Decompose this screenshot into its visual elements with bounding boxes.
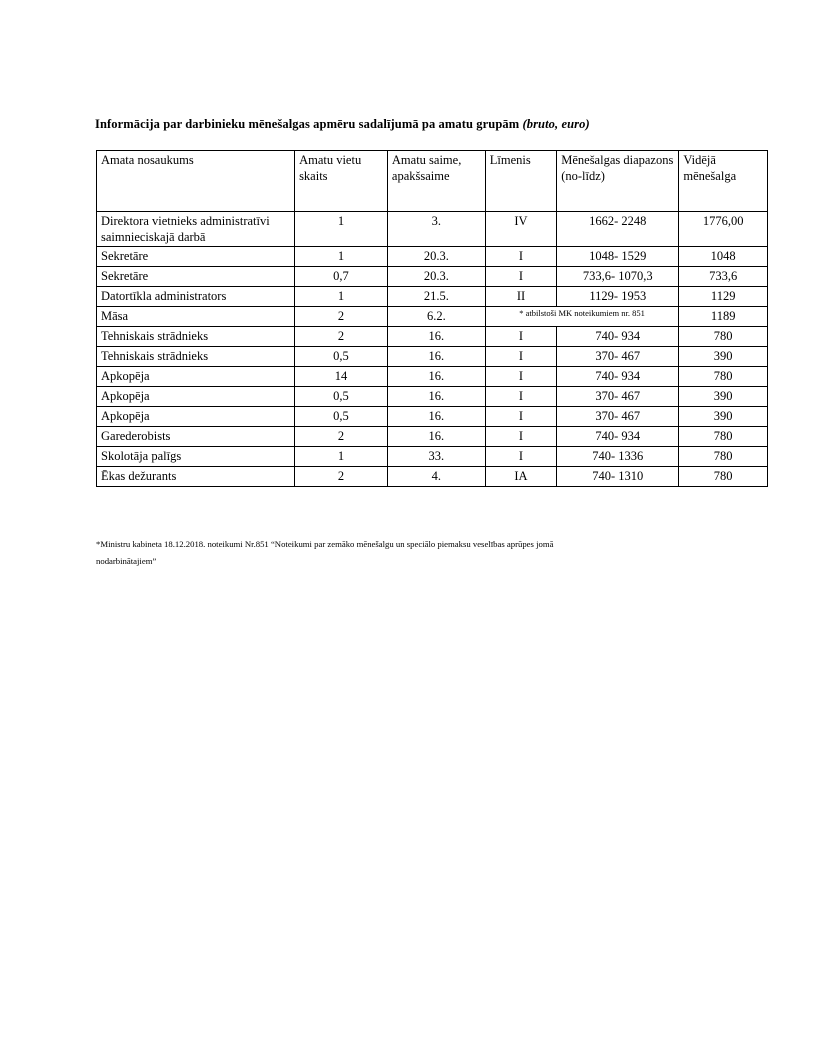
table-row: [97, 367, 768, 387]
cell-average-salary: 1776,00: [679, 212, 768, 247]
cell-position-family: 6.2.: [387, 307, 485, 327]
salary-table: [96, 150, 768, 487]
cell-positions-count: 2: [295, 427, 388, 447]
table-header-row: [97, 151, 768, 212]
cell-average-salary: 780: [679, 427, 768, 447]
cell-position-family: 3.: [387, 212, 485, 247]
table-row: [97, 212, 768, 247]
cell-positions-count: 0,7: [295, 267, 388, 287]
cell-salary-range: 370- 467: [557, 407, 679, 427]
footnote-line-1: *Ministru kabineta 18.12.2018. noteikumi Nr.851 “Noteikumi par zemāko mēnešalgu un speciālo piemaksu veselības aprūpes jomā: [96, 539, 554, 549]
cell-level: I: [485, 267, 556, 287]
cell-average-salary: 780: [679, 327, 768, 347]
cell-positions-count: 1: [295, 212, 388, 247]
page-title-main: Informācija par darbinieku mēnešalgas apmēru sadalījumā pa amatu grupām: [95, 117, 523, 131]
cell-salary-range: 1662- 2248: [557, 212, 679, 247]
cell-positions-count: 1: [295, 247, 388, 267]
cell-position-name: Sekretāre: [97, 247, 295, 267]
cell-salary-range: 740- 934: [557, 367, 679, 387]
table-row: [97, 467, 768, 487]
cell-position-family: 20.3.: [387, 247, 485, 267]
column-header-salary-range: Mēnešalgas diapazons (no-līdz): [557, 151, 679, 212]
table-row: [97, 347, 768, 367]
cell-position-name: Datortīkla administrators: [97, 287, 295, 307]
cell-level: I: [485, 347, 556, 367]
cell-level: II: [485, 287, 556, 307]
cell-level: I: [485, 387, 556, 407]
cell-position-name: Direktora vietnieks administratīvi saimnieciskajā darbā: [97, 212, 295, 247]
footnote-line-2: nodarbinātajiem”: [96, 556, 157, 567]
cell-salary-range: 740- 1310: [557, 467, 679, 487]
cell-salary-range: 1048- 1529: [557, 247, 679, 267]
table-row: [97, 247, 768, 267]
cell-position-name: Garederobists: [97, 427, 295, 447]
table-row: [97, 447, 768, 467]
cell-positions-count: 0,5: [295, 347, 388, 367]
cell-average-salary: 390: [679, 407, 768, 427]
cell-position-family: 16.: [387, 387, 485, 407]
cell-position-name: Skolotāja palīgs: [97, 447, 295, 467]
footnote: [96, 536, 716, 571]
cell-position-family: 20.3.: [387, 267, 485, 287]
cell-positions-count: 0,5: [295, 407, 388, 427]
cell-average-salary: 780: [679, 367, 768, 387]
cell-salary-range: 370- 467: [557, 347, 679, 367]
table-header: [97, 151, 768, 212]
cell-salary-range: 733,6- 1070,3: [557, 267, 679, 287]
cell-position-family: 16.: [387, 427, 485, 447]
cell-average-salary: 733,6: [679, 267, 768, 287]
cell-level: I: [485, 407, 556, 427]
cell-position-family: 16.: [387, 367, 485, 387]
cell-level: I: [485, 427, 556, 447]
cell-position-name: Sekretāre: [97, 267, 295, 287]
column-header-position-name: Amata nosaukums: [97, 151, 295, 212]
cell-average-salary: 390: [679, 387, 768, 407]
cell-salary-note: * atbilstoši MK noteikumiem nr. 851: [485, 307, 679, 327]
cell-level: IA: [485, 467, 556, 487]
table-row: [97, 287, 768, 307]
cell-position-name: Apkopēja: [97, 387, 295, 407]
table-row: [97, 267, 768, 287]
cell-position-name: Tehniskais strādnieks: [97, 347, 295, 367]
cell-salary-range: 740- 1336: [557, 447, 679, 467]
cell-salary-range: 740- 934: [557, 327, 679, 347]
cell-average-salary: 1189: [679, 307, 768, 327]
cell-positions-count: 2: [295, 307, 388, 327]
cell-level: I: [485, 367, 556, 387]
table-row: [97, 307, 768, 327]
cell-level: IV: [485, 212, 556, 247]
table-row: [97, 387, 768, 407]
cell-position-family: 16.: [387, 327, 485, 347]
cell-position-name: Ēkas dežurants: [97, 467, 295, 487]
cell-positions-count: 2: [295, 467, 388, 487]
cell-positions-count: 14: [295, 367, 388, 387]
table-row: [97, 327, 768, 347]
cell-average-salary: 390: [679, 347, 768, 367]
cell-salary-range: 370- 467: [557, 387, 679, 407]
cell-position-name: Apkopēja: [97, 407, 295, 427]
table-body: [97, 212, 768, 487]
cell-level: I: [485, 247, 556, 267]
cell-position-family: 4.: [387, 467, 485, 487]
page-title-units: (bruto, euro): [522, 117, 590, 131]
cell-positions-count: 2: [295, 327, 388, 347]
cell-average-salary: 780: [679, 447, 768, 467]
cell-level: I: [485, 327, 556, 347]
table-row: [97, 407, 768, 427]
table-row: [97, 427, 768, 447]
cell-average-salary: 1048: [679, 247, 768, 267]
cell-positions-count: 1: [295, 447, 388, 467]
cell-positions-count: 0,5: [295, 387, 388, 407]
column-header-level: Līmenis: [485, 151, 556, 212]
column-header-position-family: Amatu saime, apakšsaime: [387, 151, 485, 212]
cell-level: I: [485, 447, 556, 467]
column-header-average-salary: Vidējā mēnešalga: [679, 151, 768, 212]
cell-salary-range: 1129- 1953: [557, 287, 679, 307]
cell-salary-range: 740- 934: [557, 427, 679, 447]
cell-position-name: Tehniskais strādnieks: [97, 327, 295, 347]
cell-position-name: Apkopēja: [97, 367, 295, 387]
cell-position-family: 16.: [387, 347, 485, 367]
cell-position-family: 33.: [387, 447, 485, 467]
cell-average-salary: 1129: [679, 287, 768, 307]
page-title: [95, 117, 755, 132]
cell-average-salary: 780: [679, 467, 768, 487]
cell-position-name: Māsa: [97, 307, 295, 327]
column-header-positions-count: Amatu vietu skaits: [295, 151, 388, 212]
cell-position-family: 21.5.: [387, 287, 485, 307]
cell-position-family: 16.: [387, 407, 485, 427]
cell-positions-count: 1: [295, 287, 388, 307]
